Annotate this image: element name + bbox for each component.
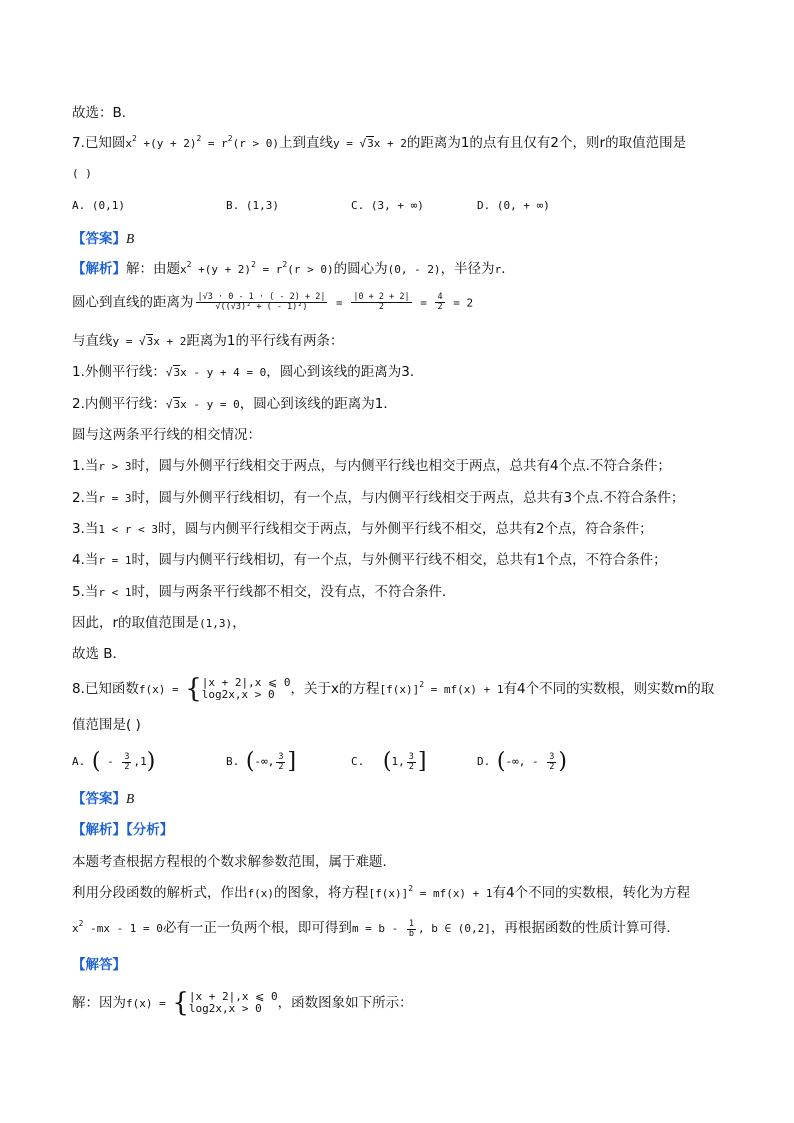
- answer-value: B: [126, 231, 135, 246]
- analysis-sub-tag: 【分析】: [126, 822, 174, 838]
- question-8-stem: 8.已知函数f(x) = { |x + 2|,x ⩽ 0 log2x,x > 0 ，关于x的方程$[f(x)]^2 = mf(x) + 1$有4个不同的实数根，则实数m的取: [72, 674, 715, 704]
- q8-option-c: C. (1, $\frac{3}{2}$ ]: [351, 749, 427, 774]
- sol8-tags: [72, 821, 173, 839]
- sol7-line-5: 2.内侧平行线：√3x - y = 0，圆心到该线的距离为1．: [72, 396, 397, 412]
- piecewise-cases: |x + 2|,x ⩽ 0 log2x,x > 0: [188, 990, 278, 1015]
- q8-answer: [72, 790, 134, 808]
- sol7-line-4: 1.外侧平行线：√3x - y + 4 = 0，圆心到该线的距离为3．: [72, 364, 424, 380]
- analysis-tag: 【解析】: [72, 822, 126, 838]
- answer-tag: 【答案】: [72, 231, 126, 247]
- q7-mid: 上到直线: [278, 135, 333, 151]
- sol7-case-5: 5.当r < 1时，圆与两条平行线都不相交，没有点，不符合条件．: [72, 584, 456, 600]
- q8-option-b: B. (-∞, $\frac{3}{2}$ ]: [226, 749, 297, 774]
- distance-fraction-2: $\frac{|0 + 2 + 2|}{2}$: [353, 292, 410, 312]
- q8-option-d: D. (-∞, - $\frac{3}{2}$ ): [477, 749, 567, 774]
- sol8-solution-tag: [72, 956, 126, 974]
- distance-fraction-3: $\frac{4}{2}$: [437, 292, 443, 312]
- piecewise-brace: {: [172, 988, 189, 1018]
- sol8-p3: $x^2$ -mx - 1 = 0必有一正一负两个根，即可得到m = b - $\frac{1}{b}$ , b ∈ (0,2]，再根据函数的性质计算可得．: [72, 918, 680, 939]
- sol7-conclusion: 因此，r的取值范围是(1,3)，: [72, 615, 246, 631]
- answer-value: B: [126, 791, 135, 806]
- q7-option-d: D. (0, + ∞): [477, 199, 550, 212]
- q7-tail: 的距离为1的点有且仅有2个，则r的取值范围是: [406, 135, 687, 151]
- q7-option-c: C. (3, + ∞): [351, 199, 424, 212]
- sol8-p4: 解：因为f(x) = { |x + 2|,x ⩽ 0 log2x,x > 0 ，函数图象如下所示：: [72, 988, 413, 1018]
- sol7-line-1: 【解析】解：由题$x^2 +(y + 2)^2 = r^2(r > 0)$的圆心为(0, - 2)，半径为r．: [72, 260, 515, 277]
- distance-fraction-1: $\frac{|√3 \cdot 0 - 1 \cdot ( - 2) + 2|}{\text{√((√3)² + ( - 1)²)}}$: [197, 292, 326, 312]
- sol7-case-2: 2.当r = 3时，圆与外侧平行线相切，有一个点，与内侧平行线相交于两点，总共有3个点.不符合条件；: [72, 490, 685, 506]
- q8-option-a: A. ( - $\frac{3}{2}$ ,1): [72, 749, 156, 774]
- sol7-case-4: 4.当r = 1时，圆与内侧平行线相切，有一个点，与外侧平行线不相交，总共有1个点，不符合条件；: [72, 552, 667, 568]
- q7-answer: [72, 230, 134, 248]
- q7-circle-eq: $x^2 +(y + 2)^2 = r^2(r > 0)$: [125, 134, 279, 150]
- question-7-stem: [72, 134, 686, 153]
- choice-text: 故选：B．: [72, 105, 136, 121]
- text-line: [72, 104, 135, 122]
- piecewise-brace: {: [185, 674, 202, 704]
- q8-stem-line-2: 值范围是( ): [72, 717, 141, 733]
- sol7-case-3: 3.当1 < r < 3时，圆与内侧平行线相交于两点，与外侧平行线不相交，总共有2个点，符合条件；: [72, 521, 653, 537]
- sol8-p2: 利用分段函数的解析式，作出f(x)的图象，将方程$[f(x)]^2 = mf(x) + 1$有4个不同的实数根，转化为方程: [72, 884, 691, 901]
- q7-paren: ( ): [72, 167, 92, 180]
- solution-tag: 【解答】: [72, 957, 126, 973]
- sol7-line-2: 圆心到直线的距离为 $\frac{|√3 \cdot 0 - 1 \cdot ( - 2) + 2|}{\text{√((√3)² + ( - 1)²)}}$ = $\frac{|0 + 2 + 2|}{2}$ = $\frac{4}{2}$ = 2: [72, 292, 474, 312]
- sol8-p1: 本题考查根据方程根的个数求解参数范围，属于难题．: [72, 854, 396, 870]
- q7-lead: 7.已知圆: [72, 135, 126, 151]
- piecewise-cases: |x + 2|,x ⩽ 0 log2x,x > 0: [201, 676, 291, 701]
- q7-line-eq: y = √3x + 2: [332, 137, 407, 150]
- q7-option-a: A. (0,1): [72, 199, 125, 212]
- q7-option-b: B. (1,3): [226, 199, 279, 212]
- sol7-choice: 故选 B．: [72, 646, 127, 662]
- sol7-line-3: 与直线y = √3x + 2距离为1的平行线有两条：: [72, 333, 344, 349]
- analysis-tag: 【解析】: [72, 261, 126, 277]
- sol7-line-6: 圆与这两条平行线的相交情况：: [72, 427, 261, 443]
- sol7-case-1: 1.当r > 3时，圆与外侧平行线相交于两点，与内侧平行线也相交于两点，总共有4个点.不符合条件；: [72, 458, 671, 474]
- answer-tag: 【答案】: [72, 791, 126, 807]
